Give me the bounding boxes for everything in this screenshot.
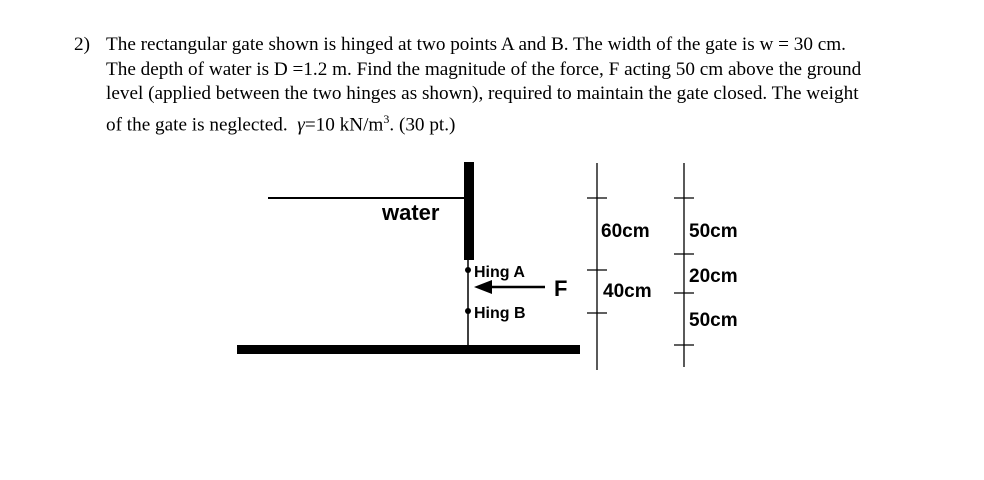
- problem-line-4-text: of the gate is neglected.: [106, 113, 288, 135]
- gamma-exponent: 3: [383, 111, 390, 126]
- force-arrow-head: [474, 280, 492, 294]
- hinge-a-label: Hing A: [474, 264, 525, 281]
- dim-20cm-label: 20cm: [689, 266, 738, 287]
- dim-50cm-top-label: 50cm: [689, 221, 738, 242]
- dim-40cm-label: 40cm: [603, 281, 652, 302]
- problem-line-1: The rectangular gate shown is hinged at two points A and B. The width of the gate is w = 30 cm.: [106, 34, 846, 55]
- dim-50cm-bottom-label: 50cm: [689, 310, 738, 331]
- gamma-value: =10 kN/m: [304, 113, 384, 135]
- water-label: water: [382, 200, 440, 225]
- hinge-b-dot: [465, 308, 471, 314]
- gamma-symbol: γ: [297, 113, 305, 135]
- points-text: . (30 pt.): [389, 113, 456, 135]
- gate-upper: [464, 162, 474, 260]
- hinge-b-label: Hing B: [474, 305, 526, 322]
- hinge-a-dot: [465, 267, 471, 273]
- force-label: F: [554, 276, 568, 301]
- dim-60cm-label: 60cm: [601, 221, 650, 242]
- problem-line-2: The depth of water is D =1.2 m. Find the magnitude of the force, F acting 50 cm above the ground: [106, 58, 862, 80]
- problem-number: 2): [74, 34, 90, 55]
- ground-slab: [237, 345, 580, 354]
- problem-line-3: level (applied between the two hinges as shown), required to maintain the gate closed. The weight: [106, 83, 859, 104]
